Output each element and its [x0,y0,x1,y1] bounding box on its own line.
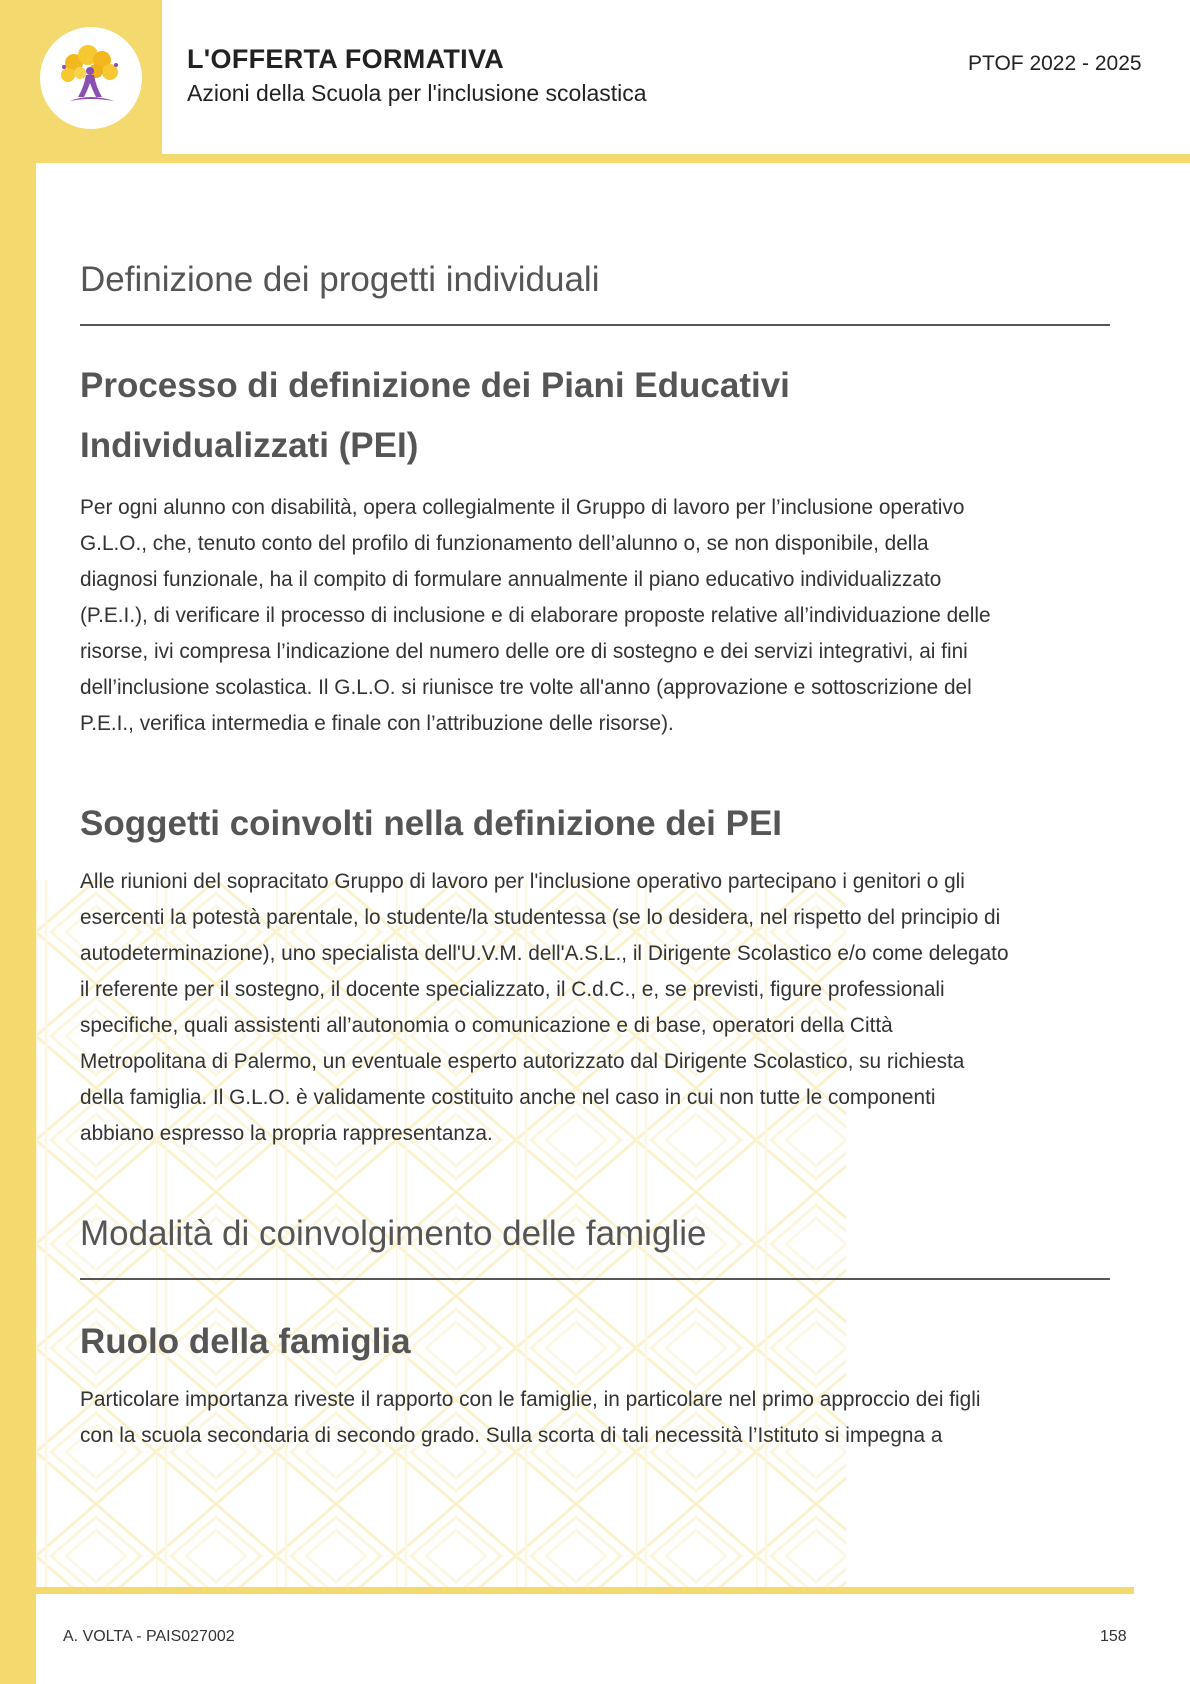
text-line: risorse, ivi compresa l’indicazione del numero delle ore di sostegno e dei servizi integrativi, ai fini [80,640,968,663]
header-underline [36,154,1190,163]
subsection-title-soggetti: Soggetti coinvolti nella definizione dei PEI [80,804,783,843]
school-logo [40,27,142,129]
subsection-title-ruolo: Ruolo della famiglia [80,1322,411,1361]
text-line: il referente per il sostegno, il docente specializzato, il C.d.C., e, se previsti, figure professionali [80,978,945,1001]
text-line: autodeterminazione), uno specialista dell'U.V.M. dell'A.S.L., il Dirigente Scolastico e/o come delegato [80,942,1009,965]
page-number: 158 [1100,1628,1127,1645]
text-line: P.E.I., verifica intermedia e finale con l’attribuzione delle risorse). [80,712,674,735]
section-divider [80,1278,1110,1280]
footer-school-code: A. VOLTA - PAIS027002 [63,1628,235,1645]
text-line: G.L.O., che, tenuto conto del profilo di funzionamento dell’alunno o, se non disponibile, della [80,532,929,555]
paragraph-soggetti [80,864,1110,1152]
text-line: Alle riunioni del sopracitato Gruppo di lavoro per l'inclusione operativo partecipano i genitori o gli [80,870,965,893]
footer-line [36,1587,1134,1594]
ptof-label: PTOF 2022 - 2025 [968,52,1142,75]
text-line: con la scuola secondaria di secondo grado. Sulla scorta di tali necessità l’Istituto si impegna a [80,1424,943,1447]
text-line: specifiche, quali assistenti all’autonomia o comunicazione e di base, operatori della Città [80,1014,893,1037]
text-line: abbiano espresso la propria rappresentanza. [80,1122,493,1145]
left-accent-bar [0,0,36,1684]
logo-block [0,0,162,155]
text-line: diagnosi funzionale, ha il compito di formulare annualmente il piano educativo individualizzato [80,568,942,591]
tree-logo-icon [40,27,142,129]
subsection-title-pei-line2: Individualizzati (PEI) [80,426,419,465]
text-line: Metropolitana di Palermo, un eventuale esperto autorizzato dal Dirigente Scolastico, su richiesta [80,1050,965,1073]
text-line: Per ogni alunno con disabilità, opera collegialmente il Gruppo di lavoro per l’inclusione operativo [80,496,965,519]
text-line: Particolare importanza riveste il rapporto con le famiglie, in particolare nel primo approccio dei figli [80,1388,981,1411]
text-line: (P.E.I.), di verificare il processo di inclusione e di elaborare proposte relative all’individuazione delle [80,604,991,627]
section-title-progetti: Definizione dei progetti individuali [80,260,600,299]
subsection-title-pei-line1: Processo di definizione dei Piani Educativi [80,366,790,405]
section-title-famiglie: Modalità di coinvolgimento delle famiglie [80,1214,707,1253]
header-subtitle: Azioni della Scuola per l'inclusione scolastica [187,80,647,106]
paragraph-ruolo [80,1382,1110,1454]
text-line: esercenti la potestà parentale, lo studente/la studentessa (se lo desidera, nel rispetto del principio di [80,906,1001,929]
section-divider [80,324,1110,326]
header-title: L'OFFERTA FORMATIVA [187,44,505,74]
paragraph-pei [80,490,1110,742]
text-line: della famiglia. Il G.L.O. è validamente costituito anche nel caso in cui non tutte le componenti [80,1086,936,1109]
main-content [80,250,1110,1454]
text-line: dell’inclusione scolastica. Il G.L.O. si riunisce tre volte all'anno (approvazione e sottoscrizione del [80,676,972,699]
